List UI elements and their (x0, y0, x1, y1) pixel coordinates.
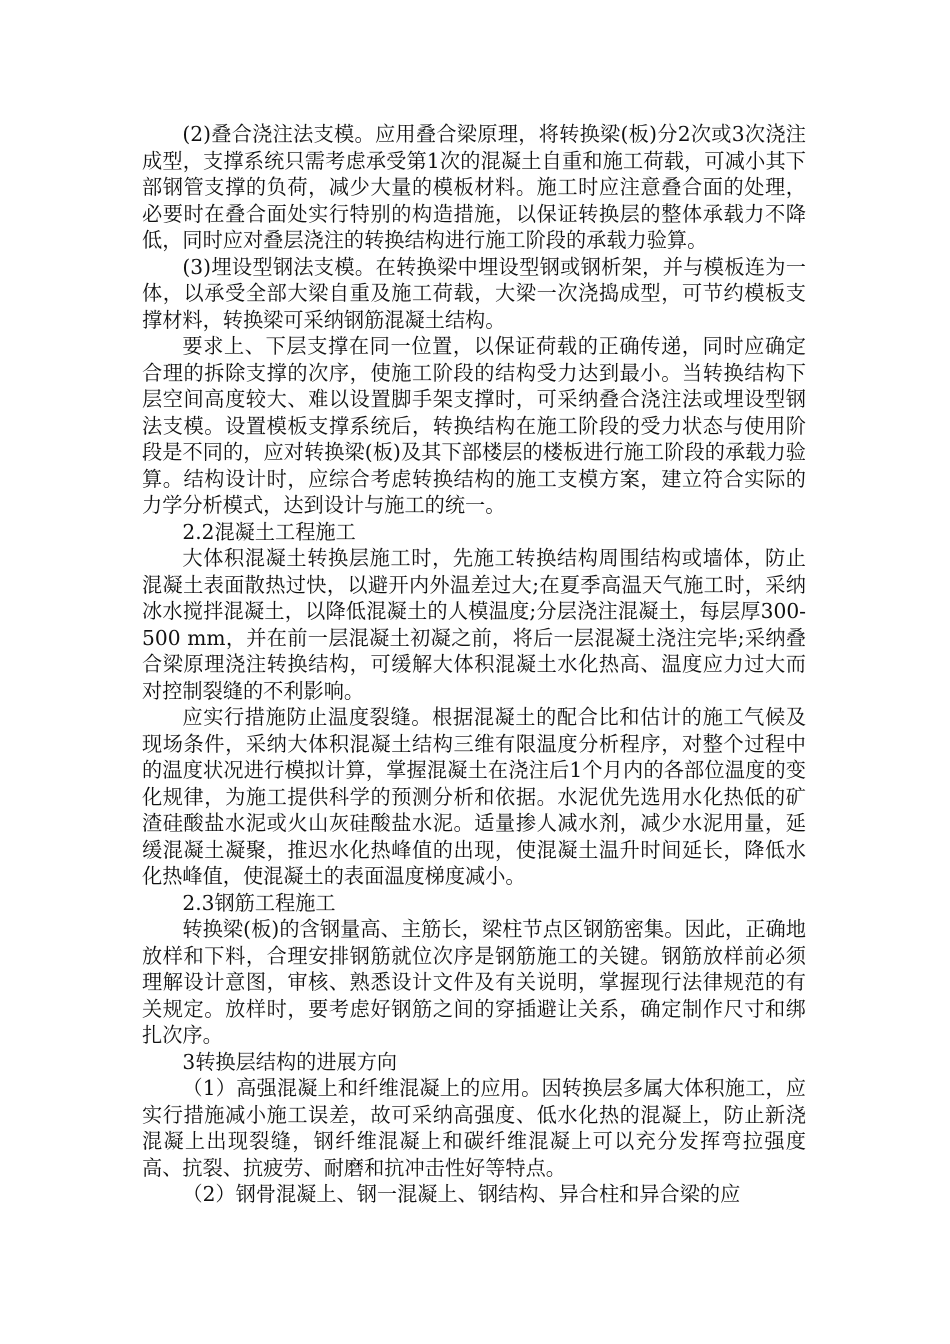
paragraph-rebar: 转换梁(板)的含钢量高、主筋长，梁柱节点区钢筋密集。因此，正确地放样和下料，合理安排钢筋就位次序是钢筋施工的关键。钢筋放样前必须理解设计意图，审核、熟悉设计文件及有关说明，掌握现行法律规范的有关规定。放样时，要考虑好钢筋之间的穿插避让关系，确定制作尺寸和绑扎次序。 (142, 917, 806, 1047)
document-page (142, 121, 806, 1208)
section-heading-rebar-construction: 2.3钢筋工程施工 (182, 890, 336, 915)
paragraph-embedded-steel-formwork: (3)埋设型钢法支模。在转换梁中埋设型钢或钢析架，并与模板连为一体，以承受全部大梁自重及施工荷载，大梁一次浇捣成型，可节约模板支撑材料，转换梁可采纳钢筋混凝土结构。 (142, 254, 806, 332)
paragraph-mass-concrete: 大体积混凝土转换层施工时，先施工转换结构周围结构或墙体，防止混凝土表面散热过快，以避开内外温差过大;在夏季高温天气施工时，采纳冰水搅拌混凝土，以降低混凝土的人模温度;分层浇注混凝土，每层厚300-500 mm，并在前一层混凝土初凝之前，将后一层混凝土浇注完毕;采纳叠合梁原理浇注转换结构，可缓解大体积混凝土水化热高、温度应力过大而对控制裂缝的不利影响。 (142, 546, 806, 703)
paragraph-support-requirements: 要求上、下层支撑在同一位置，以保证荷载的正确传递，同时应确定合理的拆除支撑的次序，使施工阶段的结构受力达到最小。当转换结构下层空间高度较大、难以设置脚手架支撑时，可采纳叠合浇注法或埋设型钢法支模。设置模板支撑系统后，转换结构在施工阶段的受力状态与使用阶段是不同的，应对转换梁(板)及其下部楼层的楼板进行施工阶段的承载力验算。结构设计时，应综合考虑转换结构的施工支模方案，建立符合实际的力学分析模式，达到设计与施工的统一。 (142, 334, 806, 517)
paragraph-temperature-cracks: 应实行措施防止温度裂缝。根据混凝土的配合比和估计的施工气候及现场条件，采纳大体积混凝土结构三维有限温度分析程序，对整个过程中的温度状况进行模拟计算，掌握混凝土在浇注后1个月内的各部位温度的变化规律，为施工提供科学的预测分析和依据。水泥优先选用水化热低的矿渣硅酸盐水泥或火山灰硅酸盐水泥。适量掺人减水剂，减少水泥用量，延缓混凝土凝聚，推迟水化热峰值的出现，使混凝土温升时间延长，降低水化热峰值，使混凝土的表面温度梯度减小。 (142, 705, 806, 888)
paragraph-stacked-pouring-formwork: (2)叠合浇注法支模。应用叠合梁原理，将转换梁(板)分2次或3次浇注成型，支撑系统只需考虑承受第1次的混凝土自重和施工荷载，可减小其下部钢管支撑的负荷，减少大量的模板材料。施工时应注意叠合面的处理，必要时在叠合面处实行特别的构造措施，以保证转换层的整体承载力不降低，同时应对叠层浇注的转换结构进行施工阶段的承载力验算。 (142, 122, 806, 252)
paragraph-steel-reinforced-concrete: （2）钢骨混凝上、钢一混凝上、钢结构、异合柱和异合梁的应 (182, 1182, 741, 1206)
section-heading-development-direction: 3转换层结构的进展方向 (182, 1049, 398, 1074)
paragraph-high-strength-concrete: （1）高强混凝上和纤维混凝上的应用。因转换层多属大体积施工，应实行措施减小施工误差，故可采纳高强度、低水化热的混凝上，防止新浇混凝上出现裂缝，钢纤维混凝上和碳纤维混凝上可以充分发挥弯拉强度高、抗裂、抗疲劳、耐磨和抗冲击性好等特点。 (142, 1076, 806, 1180)
section-heading-concrete-construction: 2.2混凝土工程施工 (182, 519, 356, 544)
